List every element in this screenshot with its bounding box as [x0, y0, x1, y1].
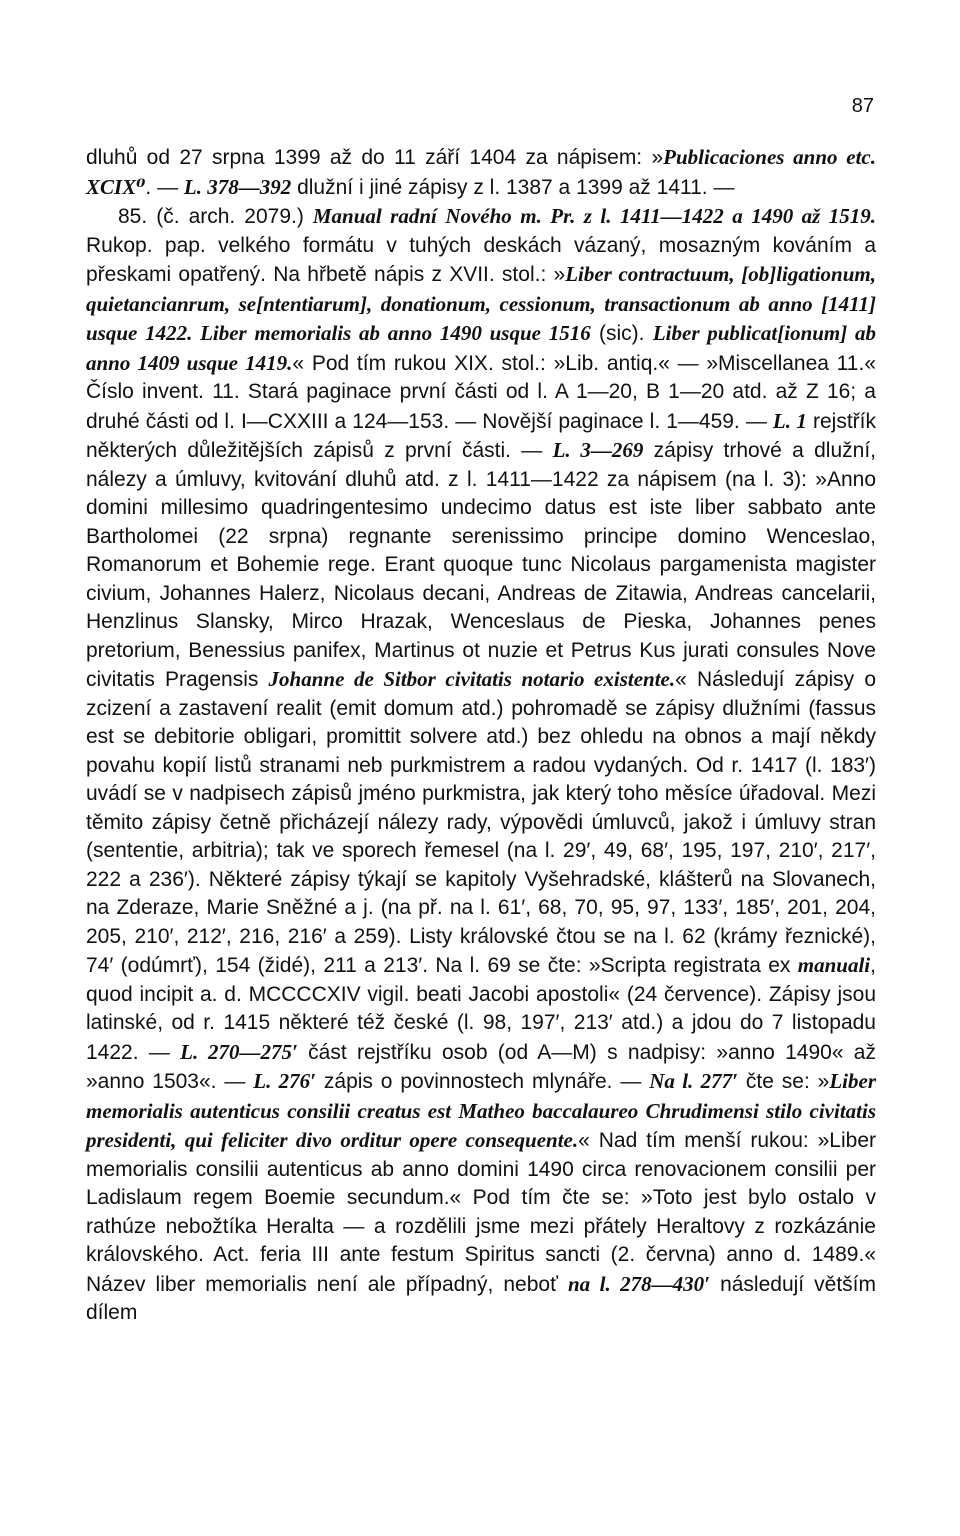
text-run: následují větším dílem — [86, 1272, 877, 1324]
italic-run: L. 1 — [772, 408, 807, 433]
text-run: « Pod tím rukou XIX. stol.: »Lib. antiq.« — »Miscellanea 11.« Číslo invent. 11. Stará paginace první části od l. A 1—20, B 1—20 atd. až Z 16; a druhé části od l. I—CXXIII a 124—153. — Novější paginace l. 1—459. — — [86, 351, 876, 433]
italic-run: Liber memorialis autenticus consilii creatus est Matheo baccalaureo Chrudimensi stilo civitatis presidenti, qui feliciter divo orditur opere consequente. — [86, 1069, 877, 1152]
text-run: Rukop. pap. velkého formátu v tuhých deskách vázaný, mosazným kováním a přeskami opatřený. Na hřbetě nápis z XVII. stol.: » — [86, 233, 876, 286]
text-run: 85. (č. arch. 2079.) — [118, 205, 313, 228]
text-run: (sic). — [590, 322, 653, 345]
italic-run: L. 3—269 — [552, 438, 644, 462]
italic-run: L. 276′ — [253, 1069, 317, 1093]
italic-run: Liber publicat[ionum] ab anno 1409 usque 1419. — [86, 321, 876, 375]
text-run: dlužní i jiné zápisy z l. 1387 a 1399 až 1411. — — [291, 175, 735, 199]
italic-run: Johanne de Sitbor civitatis notario existente. — [268, 667, 676, 691]
paragraph-2 — [86, 202, 876, 1328]
body-text — [86, 143, 876, 1328]
italic-run: manuali — [797, 953, 871, 977]
italic-run: Publicaciones anno etc. XCIX — [86, 145, 876, 199]
italic-run: Liber contractuum, [ob]ligationum, quietancianrum, se[ntentiarum], donationum, cessionum, transactionum ab anno [1411] usque 1422. Liber memorialis ab anno 1490 usque 1516 — [86, 262, 876, 345]
italic-run: ⁰ — [136, 174, 146, 199]
page-number: 87 — [851, 95, 874, 117]
text-run: . — — [145, 175, 184, 199]
text-run: dluhů od 27 srpna 1399 až do 11 září 1404 za nápisem: » — [86, 146, 664, 169]
document-page — [86, 0, 876, 1536]
text-run: čte se: » — [738, 1070, 830, 1093]
text-run: část rejstříku osob (od A—M) s nadpisy: »anno 1490« až »anno 1503«. — — [86, 1040, 876, 1093]
text-run: « Následují zápisy o zcizení a zastavení realit (emit domum atd.) pohromadě se zápisy dlužními (fassus est se debitorie obligari, promittit solvere atd.) bez ohledu na obnos a mají někdy povahu kopií listů stranami neb purkmistrem a radou vydaných. Od r. 1417 (l. 183′) uvádí se v nadpisech zápisů jméno purkmistra, jak který toho měsíce úřadoval. Mezi těmito zápisy četně přicházejí nálezy rady, výpovědi úmluvců, jakož i úmluvy stran (sententie, arbitria); tak ve sporech řemesel (na l. 29′, 49, 68′, 195, 197, 210′, 217′, 222 a 236′). Některé zápisy týkají se kapitoly Vyšehradské, klášterů na Slovanech, na Zderaze, Marie Sněžné a j. (na př. na l. 61′, 68, 70, 95, 97, 133′, 185′, 201, 204, 205, 210′, 212′, 216, 216′ a 259). Listy královské čtou se na l. 62 (krámy řeznické), 74′ (odúmrť), 154 (židé), 211 a 213′. Na l. 69 se čte: »Scripta registrata ex — [86, 668, 876, 977]
italic-run: Manual radní Nového m. Pr. z l. 1411—1422 a 1490 až 1519. — [312, 204, 877, 228]
text-run: zápisy trhové a dlužní, nálezy a úmluvy, kvitování dluhů atd. z l. 1411—1422 za nápisem (na l. 3): »Anno domini millesimo quadringentesimo undecimo datus est iste liber sabbato ante Bartholomei (22 srpna) regnante serenissimo principe domino Wenceslao, Romanorum et Bohemie rege. Erant quoque tunc Nicolaus pargamenista magister civium, Johannes Halerz, Nicolaus decani, Andreas de Zitawia, Andreas cancelarii, Henzlinus Slansky, Mirco Hrazak, Wenceslaus de Pieska, Johannes penes pretorium, Benessius panifex, Martinus ot nuzie et Petrus Kus jurati consules Nove civitatis Pragensis — [86, 439, 876, 691]
text-run: , quod incipit a. d. MCCCCXIV vigil. beati Jacobi apostoli« (24 července). Zápisy jsou latinské, od r. 1415 některé též české (l. 98, 197′, 213′ atd.) a jdou do 7 listopadu 1422. — — [86, 954, 876, 1064]
text-run: « Nad tím menší rukou: »Liber memorialis consilii autenticus ab anno domini 1490 circa renovacionem consilii per Ladislaum regem Boemie secundum.« Pod tím čte se: »Toto jest bylo ostalo v rathúze nebožtíka Heralta — a rozdělili jsme mezi přátely Heraltovy z rozkázánie královského. Act. feria III ante festum Spiritus sancti (2. června) anno d. 1489.« Název liber memorialis není ale případný, neboť — [86, 1129, 876, 1296]
italic-run: L. 378—392 — [183, 174, 292, 199]
text-run: rejstřík některých důležitějších zápisů z první části. — — [86, 409, 876, 462]
italic-run: Na l. 277′ — [649, 1069, 739, 1093]
italic-run: na l. 278—430′ — [567, 1271, 711, 1296]
text-run: zápis o povinnostech mlynáře. — — [316, 1070, 650, 1093]
paragraph-1 — [86, 143, 876, 202]
italic-run: L. 270—275′ — [180, 1039, 298, 1064]
